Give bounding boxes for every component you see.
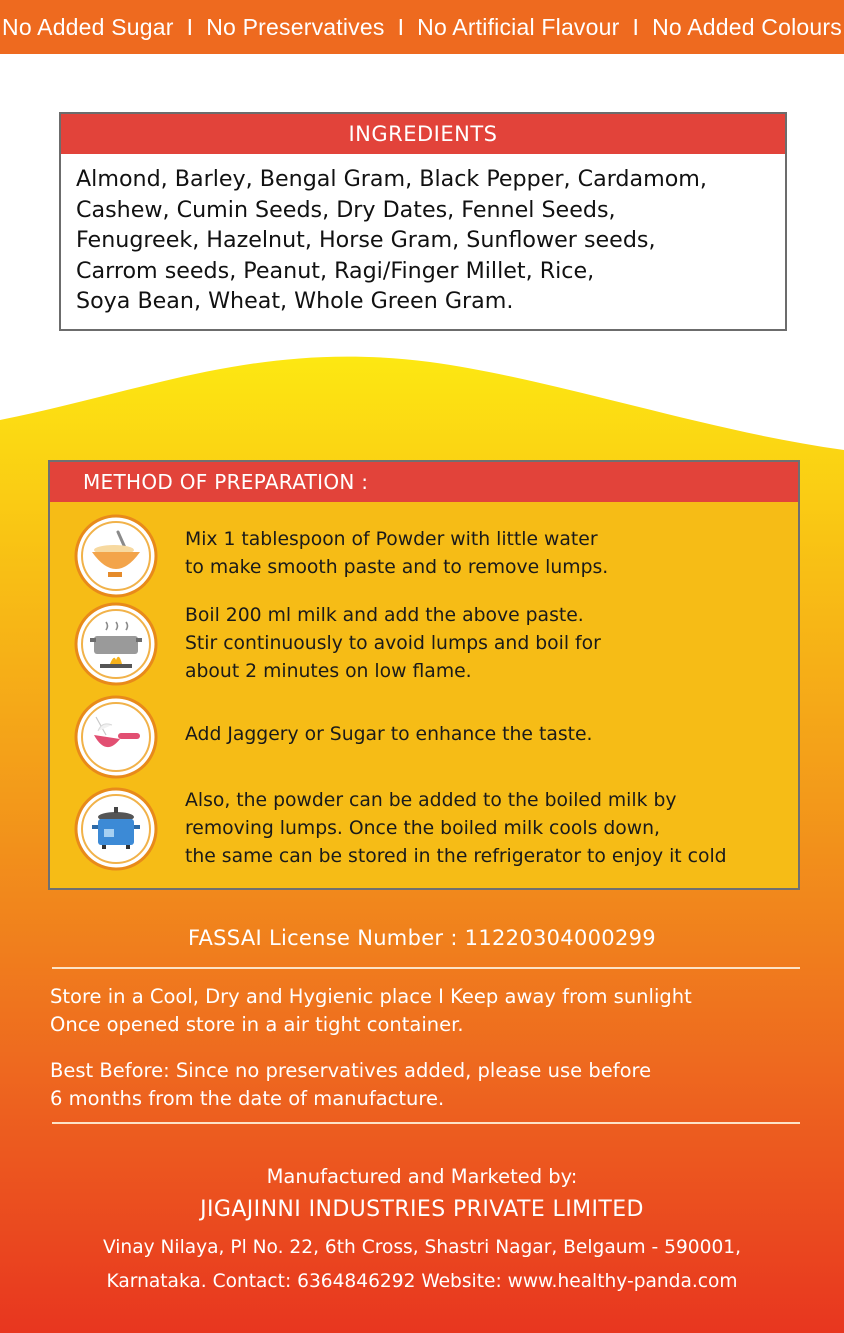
- claim-separator: I: [397, 13, 405, 40]
- method-step-line: about 2 minutes on low flame.: [185, 661, 472, 682]
- storage-line: Once opened store in a air tight container.: [50, 1013, 464, 1036]
- license-number: FASSAI License Number : 11220304000299: [188, 926, 656, 950]
- method-step-text: [185, 526, 608, 582]
- claims-bar: [0, 0, 844, 54]
- ingredients-line: Cashew, Cumin Seeds, Dry Dates, Fennel Seeds,: [76, 196, 616, 223]
- method-step-line: Mix 1 tablespoon of Powder with little water: [185, 529, 598, 550]
- ingredients-panel: [59, 112, 787, 331]
- manufacturer-address-line: Vinay Nilaya, Pl No. 22, 6th Cross, Shastri Nagar, Belgaum - 590001,: [102, 1237, 742, 1258]
- method-step-line: Add Jaggery or Sugar to enhance the taste.: [185, 724, 593, 745]
- manufacturer-label: Manufactured and Marketed by:: [266, 1165, 578, 1188]
- ingredients-heading: INGREDIENTS: [61, 114, 785, 154]
- method-step-text: [185, 787, 727, 871]
- best-before-line: 6 months from the date of manufacture.: [50, 1087, 445, 1110]
- refrigerator-pot-icon: [74, 787, 158, 871]
- method-step-line: Stir continuously to avoid lumps and boil for: [185, 633, 601, 654]
- best-before: [50, 1057, 651, 1113]
- claim-separator: I: [632, 13, 640, 40]
- ingredients-line: Fenugreek, Hazelnut, Horse Gram, Sunflower seeds,: [76, 227, 656, 253]
- divider: [52, 967, 800, 969]
- mixing-bowl-icon: [74, 514, 158, 598]
- method-step-line: removing lumps. Once the boiled milk cools down,: [185, 818, 660, 839]
- method-step-line: Boil 200 ml milk and add the above paste.: [185, 605, 584, 626]
- ingredients-line: Almond, Barley, Bengal Gram, Black Pepper, Cardamom,: [76, 166, 707, 192]
- claim-no-preservatives: No Preservatives: [206, 13, 385, 40]
- manufacturer-name: JIGAJINNI INDUSTRIES PRIVATE LIMITED: [200, 1197, 644, 1222]
- method-step-text: [185, 721, 593, 749]
- ingredients-list: [61, 154, 785, 317]
- ingredients-line: Carrom seeds, Peanut, Ragi/Finger Millet, Rice,: [76, 257, 595, 284]
- storage-instructions: [50, 983, 692, 1039]
- ingredients-line: Soya Bean, Wheat, Whole Green Gram.: [76, 288, 514, 314]
- claim-no-added-sugar: No Added Sugar: [2, 13, 174, 40]
- method-step-line: to make smooth paste and to remove lumps.: [185, 557, 609, 578]
- boiling-pot-icon: [74, 602, 158, 686]
- method-panel: [48, 460, 800, 890]
- claim-separator: I: [186, 13, 194, 40]
- method-step-text: [185, 602, 601, 686]
- storage-line: Store in a Cool, Dry and Hygienic place I Keep away from sunlight: [50, 985, 692, 1008]
- divider: [52, 1122, 800, 1124]
- method-step-line: the same can be stored in the refrigerator to enjoy it cold: [185, 846, 727, 867]
- method-step-line: Also, the powder can be added to the boiled milk by: [185, 790, 677, 811]
- claim-no-added-colours: No Added Colours: [652, 13, 842, 40]
- method-heading: METHOD OF PREPARATION :: [50, 462, 798, 502]
- claim-no-artificial-flavour: No Artificial Flavour: [417, 13, 620, 40]
- best-before-line: Best Before: Since no preservatives added, please use before: [50, 1059, 652, 1082]
- measuring-spoon-icon: [74, 695, 158, 779]
- manufacturer-contact-line: Karnataka. Contact: 6364846292 Website: www.healthy-panda.com: [106, 1271, 738, 1292]
